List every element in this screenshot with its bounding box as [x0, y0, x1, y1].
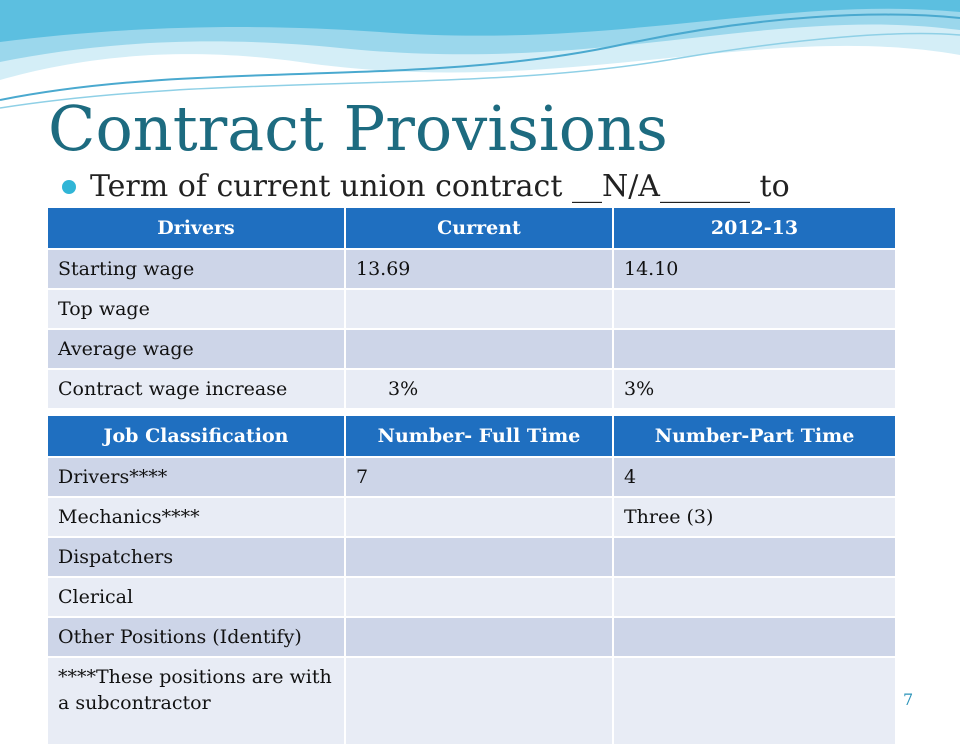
table-row	[48, 537, 896, 577]
table-cell: Contract wage increase	[48, 369, 345, 408]
table-cell	[613, 617, 896, 657]
column-header: Number-Part Time	[613, 416, 896, 457]
table-cell: Top wage	[48, 289, 345, 329]
table-cell: 3%	[613, 369, 896, 408]
table-cell: Starting wage	[48, 249, 345, 289]
bullet-item	[62, 170, 790, 204]
table-cell: Average wage	[48, 329, 345, 369]
table-cell	[345, 617, 613, 657]
table-cell: 14.10	[613, 249, 896, 289]
table-cell	[345, 289, 613, 329]
table-cell	[345, 329, 613, 369]
table-cell	[613, 577, 896, 617]
table-cell: 7	[345, 457, 613, 497]
table-cell	[345, 497, 613, 537]
table-row	[48, 577, 896, 617]
table-cell	[613, 657, 896, 744]
table-cell	[613, 289, 896, 329]
table-row	[48, 617, 896, 657]
table-cell: 3%	[345, 369, 613, 408]
table-cell: Other Positions (Identify)	[48, 617, 345, 657]
bullet-dot-icon	[62, 180, 76, 194]
table-cell	[345, 577, 613, 617]
table-cell	[345, 657, 613, 744]
table-row	[48, 329, 896, 369]
table-row	[48, 497, 896, 537]
table-cell: Clerical	[48, 577, 345, 617]
column-header: Drivers	[48, 208, 345, 249]
table-cell: Three (3)	[613, 497, 896, 537]
table-cell	[345, 537, 613, 577]
wage-table	[48, 208, 897, 408]
table-row	[48, 369, 896, 408]
page-number: 7	[903, 690, 914, 709]
table-row	[48, 457, 896, 497]
column-header: Job Classification	[48, 416, 345, 457]
table-cell: 4	[613, 457, 896, 497]
table-header-row	[48, 416, 896, 457]
job-classification-table	[48, 416, 897, 744]
table-cell: Drivers****	[48, 457, 345, 497]
column-header: 2012-13	[613, 208, 896, 249]
table-cell: 13.69	[345, 249, 613, 289]
column-header: Current	[345, 208, 613, 249]
table-cell: Dispatchers	[48, 537, 345, 577]
table-cell	[613, 537, 896, 577]
bullet-text: Term of current union contract __N/A______ to	[90, 169, 790, 204]
table-cell	[613, 329, 896, 369]
table-row	[48, 657, 896, 744]
table-cell: Mechanics****	[48, 497, 345, 537]
table-cell: ****These positions are with a subcontractor	[48, 657, 345, 744]
column-header: Number- Full Time	[345, 416, 613, 457]
slide-title: Contract Provisions	[48, 92, 668, 165]
table-row	[48, 249, 896, 289]
table-header-row	[48, 208, 896, 249]
table-row	[48, 289, 896, 329]
